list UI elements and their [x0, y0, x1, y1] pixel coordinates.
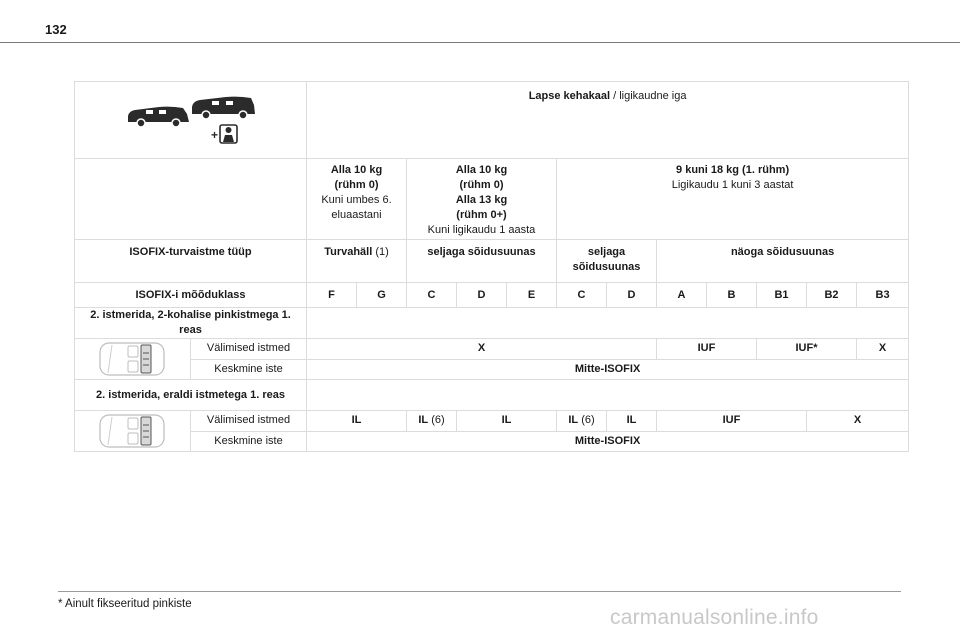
size-class-cell: A [657, 283, 707, 308]
footer-rule [58, 591, 901, 592]
child-weight-header: Lapse kehakaal / ligikaudne iga [307, 82, 909, 159]
section-title-bench: 2. istmerida, 2-kohalise pinkistmega 1. reas [75, 308, 307, 339]
centre-seat-label: Keskmine iste [191, 359, 307, 380]
isofix-type-label: ISOFIX-turvaistme tüüp [75, 240, 307, 283]
isofix-value: IUF* [757, 339, 857, 360]
rear-facing-cell-1: seljaga sõidusuunas [407, 240, 557, 283]
isofix-value: IL [307, 411, 407, 432]
size-class-cell: C [407, 283, 457, 308]
isofix-value: Mitte-ISOFIX [307, 359, 909, 380]
footnote: * Ainult fikseeritud pinkiste [58, 598, 192, 610]
isofix-table [74, 81, 909, 452]
child-seat-icon [211, 125, 237, 143]
isofix-value: X [807, 411, 909, 432]
vehicle-icon-cell [75, 82, 307, 159]
outer-seats-label: Välimised istmed [191, 411, 307, 432]
size-class-cell: E [507, 283, 557, 308]
isofix-value: IUF [657, 411, 807, 432]
size-class-cell: C [557, 283, 607, 308]
size-class-cell: B [707, 283, 757, 308]
forward-facing-cell: näoga sõidusuunas [657, 240, 909, 283]
size-class-cell: B3 [857, 283, 909, 308]
van-icon [126, 92, 256, 144]
rear-facing-cell-2: seljaga sõidusuunas [557, 240, 657, 283]
weight-col-2: Alla 10 kg (rühm 0) Alla 13 kg (rühm 0+) Kuni ligikaudu 1 aasta [407, 159, 557, 240]
isofix-value: X [857, 339, 909, 360]
size-class-cell: D [607, 283, 657, 308]
seat-layout-icon [98, 411, 168, 451]
page-number: 132 [45, 22, 67, 37]
section-title-individual: 2. istmerida, eraldi istmetega 1. reas [75, 380, 307, 411]
size-class-cell: G [357, 283, 407, 308]
outer-seats-label: Välimised istmed [191, 339, 307, 360]
empty-cell [75, 159, 307, 240]
isofix-value: IL (6) [407, 411, 457, 432]
weight-col-1: Alla 10 kg (rühm 0) Kuni umbes 6. eluaastani [307, 159, 407, 240]
svg-text:+: + [210, 127, 218, 142]
seat-layout-icon [98, 339, 168, 379]
isofix-value: IL [457, 411, 557, 432]
carrycot-cell: Turvahäll (1) [307, 240, 407, 283]
seat-layout-cell [75, 339, 191, 380]
isofix-value: IL (6) [557, 411, 607, 432]
size-class-label: ISOFIX-i mõõduklass [75, 283, 307, 308]
watermark: carmanualsonline.info [610, 606, 819, 629]
header-rule [0, 42, 960, 43]
size-class-cell: B1 [757, 283, 807, 308]
size-class-cell: F [307, 283, 357, 308]
isofix-value: IL [607, 411, 657, 432]
empty-cell [307, 308, 909, 339]
empty-cell [307, 380, 909, 411]
size-class-cell: D [457, 283, 507, 308]
isofix-value: Mitte-ISOFIX [307, 431, 909, 452]
seat-layout-cell [75, 411, 191, 452]
size-class-cell: B2 [807, 283, 857, 308]
centre-seat-label: Keskmine iste [191, 431, 307, 452]
weight-col-3: 9 kuni 18 kg (1. rühm) Ligikaudu 1 kuni 3 aastat [557, 159, 909, 240]
isofix-value: IUF [657, 339, 757, 360]
isofix-value: X [307, 339, 657, 360]
